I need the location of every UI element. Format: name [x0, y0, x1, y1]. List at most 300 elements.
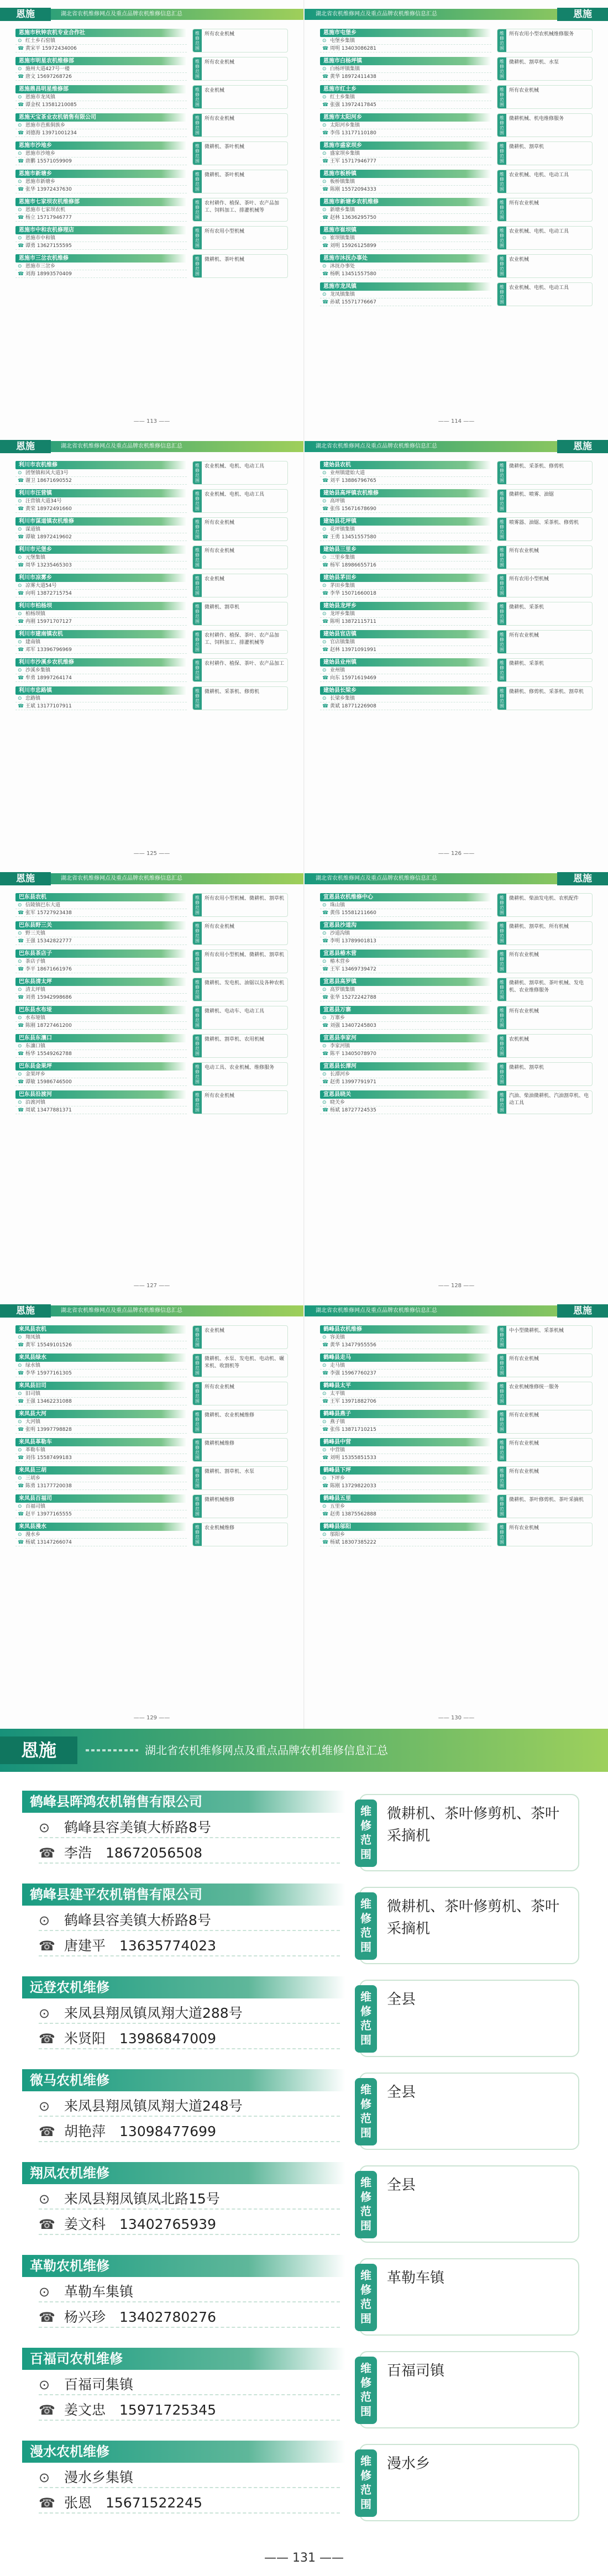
repair-point-card	[320, 113, 593, 137]
phone-icon: ☎	[322, 1427, 329, 1433]
shop-name: 恩施市三岔农机维修	[15, 254, 187, 263]
address-text: 漫水乡集镇	[64, 2469, 134, 2485]
page-header	[305, 1304, 608, 1318]
contact-text: 张强 13972417845	[330, 102, 376, 108]
phone-icon: ☎	[322, 534, 329, 540]
location-pin-icon: ⊙	[18, 38, 22, 44]
shop-name: 鹤峰县农机维修	[320, 1325, 491, 1334]
address-text: 茶店子镇	[25, 959, 46, 964]
location-pin-icon: ⊙	[18, 1391, 22, 1397]
address-line	[320, 1042, 491, 1050]
shop-name: 恩施市明星农机维修部	[15, 57, 187, 65]
scope-text: 所有农业机械	[205, 1384, 235, 1390]
shop-name: 来凤县三胡	[15, 1466, 187, 1475]
shop-name: 鹤峰县邬阳	[320, 1523, 491, 1531]
address-text: 来凤县翔凤镇凤翔大道248号	[64, 2098, 243, 2114]
card-info	[320, 1382, 491, 1405]
address-text: 下坪乡	[330, 1476, 345, 1481]
maintenance-scope-tag: 维 修 范 围	[193, 198, 202, 221]
shop-name: 恩施市盛家坝乡	[320, 141, 491, 150]
shop-name: 利川市谋道镇农机维修	[15, 517, 187, 526]
contact-text: 王军 15717946777	[330, 159, 376, 164]
contact-line	[320, 909, 491, 917]
contact-text: 周华 13235465303	[25, 563, 72, 568]
phone-icon: ☎	[18, 1427, 24, 1433]
contact-line	[320, 214, 491, 222]
maintenance-scope-box	[497, 921, 593, 945]
address-line	[15, 1446, 187, 1454]
phone-icon: ☎	[18, 74, 24, 80]
header-title: 湖北省农机维修网点及重点品牌农机维修信息汇总	[61, 443, 182, 449]
repair-point-card	[320, 85, 593, 109]
maintenance-scope-box	[359, 1794, 579, 1871]
card-info	[15, 29, 187, 53]
maintenance-scope-box	[192, 517, 288, 541]
address-text: 容美镇	[330, 1335, 345, 1340]
maintenance-scope-tag: 维 修 范 围	[193, 1382, 202, 1405]
maintenance-scope-box	[497, 1494, 593, 1518]
address-text: 高坪镇	[330, 499, 345, 504]
contact-phone: 13402765939	[119, 2216, 216, 2232]
contact-name: 唐建平	[64, 1938, 106, 1954]
location-pin-icon: ⊙	[18, 583, 22, 589]
location-pin-icon: ⊙	[18, 264, 22, 269]
contact-line	[320, 45, 491, 53]
maintenance-scope-tag: 维 修 范 围	[355, 1985, 377, 2053]
location-pin-icon: ⊙	[18, 1335, 22, 1340]
maintenance-scope-tag: 维 修 范 围	[497, 1495, 506, 1518]
contact-line	[15, 45, 187, 53]
page-number-value: 129	[146, 1715, 158, 1721]
shop-name: 恩施天宝茶业农机销售有限公司	[15, 113, 187, 122]
location-pin-icon: ⊙	[18, 931, 22, 936]
repair-point-card	[15, 1466, 288, 1490]
maintenance-scope-tag: 维 修 范 围	[193, 950, 202, 973]
scope-text: 所有农业机械	[205, 60, 235, 65]
contact-name: 姜文科	[64, 2216, 106, 2232]
contact-line	[320, 1050, 491, 1058]
contact-text: 杨帆 13451557580	[330, 271, 376, 277]
phone-icon: ☎	[18, 1483, 24, 1489]
maintenance-scope-tag: 维 修 范 围	[497, 631, 506, 653]
address-text: 万寨乡	[330, 1015, 345, 1021]
contact-line	[15, 477, 187, 485]
contact-text: 向东 15971619469	[330, 675, 376, 681]
scope-text: 微耕机、采茶机	[509, 661, 544, 667]
address-text: 野三关镇	[25, 931, 46, 936]
card-info	[15, 1006, 187, 1030]
phone-icon: ☎	[322, 130, 329, 136]
location-pin-icon: ⊙	[39, 2098, 50, 2114]
maintenance-scope-box	[497, 1062, 593, 1086]
repair-point-card	[320, 1466, 593, 1490]
address-line	[320, 469, 491, 477]
address-text: 燕子镇	[330, 1419, 345, 1425]
phone-icon: ☎	[18, 995, 24, 1000]
address-text: 太平镇	[330, 1391, 345, 1397]
address-line	[15, 930, 187, 937]
card-info	[320, 226, 491, 250]
card-info	[15, 170, 187, 193]
contact-line	[15, 702, 187, 710]
location-pin-icon: ⊙	[322, 235, 327, 241]
shop-name: 恩施市新塘乡农机维修	[320, 198, 491, 206]
phone-icon: ☎	[322, 1455, 329, 1461]
contact-text: 张华 15272242788	[330, 995, 376, 1000]
scope-text: 所有农业机械	[509, 201, 539, 206]
card-info	[320, 602, 491, 626]
maintenance-scope-box	[192, 1466, 288, 1490]
repair-point-card	[320, 658, 593, 682]
phone-icon: ☎	[18, 1371, 24, 1376]
scope-text: 所有农业机械	[509, 88, 539, 93]
contact-name: 胡艳萍	[64, 2123, 106, 2139]
scope-text: 微耕机、茶叶修剪机、茶叶采摘机	[387, 1898, 560, 1937]
maintenance-scope-box	[192, 1410, 288, 1434]
card-info	[15, 1494, 187, 1518]
card-info	[320, 141, 491, 165]
location-pin-icon: ⊙	[39, 1913, 50, 1928]
phone-icon: ☎	[322, 563, 329, 568]
phone-icon: ☎	[322, 967, 329, 972]
scope-text: 汽油、柴油微耕机、汽油割草机、电动工具	[509, 1093, 589, 1106]
location-pin-icon: ⊙	[322, 931, 327, 936]
location-pin-icon: ⊙	[18, 95, 22, 100]
shop-name: 恩施市沙地乡	[15, 141, 187, 150]
page-right	[305, 864, 608, 1297]
location-pin-icon: ⊙	[18, 555, 22, 560]
contact-text: 谭勇 13627155595	[25, 243, 72, 249]
contact-line	[15, 909, 187, 917]
shop-name: 恩施市中和农机修理店	[15, 226, 187, 234]
location-pin-icon: ⊙	[18, 499, 22, 504]
phone-icon: ☎	[18, 675, 24, 681]
repair-point-card	[15, 545, 288, 569]
maintenance-scope-box	[192, 574, 288, 597]
maintenance-scope-tag: 维 修 范 围	[497, 57, 506, 80]
phone-icon: ☎	[18, 534, 24, 540]
contact-text: 杨斌 13147266074	[25, 1540, 72, 1545]
location-pin-icon: ⊙	[322, 583, 327, 589]
phone-icon: ☎	[322, 1399, 329, 1404]
maintenance-scope-tag: 维 修 范 围	[193, 1035, 202, 1057]
phone-icon: ☎	[322, 1079, 329, 1085]
maintenance-scope-box	[497, 282, 593, 306]
location-pin-icon: ⊙	[322, 1532, 327, 1538]
maintenance-scope-tag: 维 修 范 围	[497, 1035, 506, 1057]
repair-point-card	[15, 630, 288, 654]
repair-point-card	[320, 545, 593, 569]
address-line	[15, 263, 187, 270]
maintenance-scope-box	[497, 57, 593, 81]
address-line	[320, 695, 491, 702]
address-text: 恩施市龙凤镇	[25, 95, 56, 100]
location-pin-icon: ⊙	[39, 2191, 50, 2207]
shop-name: 鹤峰县五里	[320, 1494, 491, 1503]
maintenance-scope-tag: 维 修 范 围	[497, 1467, 506, 1489]
location-pin-icon: ⊙	[322, 987, 327, 993]
location-pin-icon: ⊙	[322, 66, 327, 72]
location-pin-icon: ⊙	[322, 207, 327, 213]
address-line	[320, 1334, 491, 1341]
contact-text: 周明 13403086281	[330, 46, 376, 51]
contact-text: 王强 15342822777	[25, 938, 72, 944]
contact-text: 周斌 13477881371	[25, 1108, 72, 1113]
address-line	[39, 2096, 340, 2117]
contact-line	[320, 1539, 491, 1546]
repair-point-card	[320, 282, 593, 306]
scope-text: 所有农业机械	[509, 1356, 539, 1362]
address-line	[320, 65, 491, 73]
location-pin-icon: ⊙	[322, 555, 327, 560]
maintenance-scope-box	[192, 198, 288, 222]
location-pin-icon: ⊙	[322, 1447, 327, 1453]
scope-text: 农业机械	[205, 576, 225, 582]
repair-point-card	[22, 1884, 586, 1972]
shop-name: 巴东县金果坪	[15, 1062, 187, 1071]
maintenance-scope-box	[497, 1410, 593, 1434]
maintenance-scope-tag: 维 修 范 围	[193, 978, 202, 1001]
maintenance-scope-box	[359, 1980, 579, 2057]
maintenance-scope-tag: 维 修 范 围	[355, 2171, 377, 2238]
card-info	[15, 461, 187, 485]
shop-name: 恩施市龙凤镇	[320, 282, 491, 291]
address-text: 绿水镇	[25, 1363, 41, 1368]
card-info	[320, 1062, 491, 1086]
contact-text: 赵勇 13875562888	[330, 1512, 376, 1517]
contact-text: 张华 13972437630	[25, 187, 72, 192]
phone-icon: ☎	[18, 1342, 24, 1348]
maintenance-scope-tag: 维 修 范 围	[497, 283, 506, 306]
address-line	[320, 122, 491, 129]
page-right	[305, 0, 608, 432]
maintenance-scope-tag: 维 修 范 围	[497, 950, 506, 973]
address-text: 板桥镇集镇	[330, 179, 355, 185]
contact-line	[320, 590, 491, 597]
page-number: —— 125 ——	[133, 851, 170, 857]
contact-line	[15, 562, 187, 569]
address-text: 屯堡乡集镇	[330, 38, 355, 44]
address-text: 东瀼口镇	[25, 1043, 46, 1049]
scope-text: 农业机械	[205, 88, 225, 93]
maintenance-scope-box	[192, 978, 288, 1001]
address-text: 太阳河乡集镇	[330, 123, 360, 128]
address-line	[39, 1817, 340, 1838]
phone-icon: ☎	[322, 1512, 329, 1517]
contact-line	[15, 1078, 187, 1086]
page-number: —— 126 ——	[438, 851, 475, 857]
shop-name: 巴东县沿渡河	[15, 1090, 187, 1099]
repair-point-card	[320, 1353, 593, 1377]
contact-text: 王军 13469739472	[330, 967, 376, 972]
contact-text: 陈勇 13177720038	[25, 1483, 72, 1489]
location-pin-icon: ⊙	[322, 499, 327, 504]
maintenance-scope-tag: 维 修 范 围	[497, 255, 506, 277]
scope-text: 漫水乡	[387, 2456, 431, 2472]
address-line	[15, 1418, 187, 1426]
phone-icon: ☎	[18, 1023, 24, 1029]
header-title: 湖北省农机维修网点及重点品牌农机维修信息汇总	[61, 11, 182, 17]
location-pin-icon: ⊙	[322, 668, 327, 673]
location-pin-icon: ⊙	[39, 2470, 50, 2485]
location-pin-icon: ⊙	[322, 1072, 327, 1077]
scope-text: 微耕机、茶叶修剪机、茶叶采摘机	[387, 1806, 560, 1844]
phone-icon: ☎	[18, 1455, 24, 1461]
contact-text: 陈刚 18727461200	[25, 1023, 72, 1029]
maintenance-scope-box	[192, 545, 288, 569]
location-pin-icon: ⊙	[322, 264, 327, 269]
address-line	[320, 1418, 491, 1426]
contact-text: 向明 13872715754	[25, 591, 72, 596]
phone-icon: ☎	[322, 243, 329, 249]
scope-text: 农业机械、电机、电动工具	[509, 172, 569, 178]
shop-name: 利川市忠路镇	[15, 686, 187, 695]
phone-icon: ☎	[18, 271, 24, 277]
maintenance-scope-box	[192, 921, 288, 945]
card-info	[320, 1034, 491, 1058]
phone-icon: ☎	[18, 1051, 24, 1057]
scope-text: 微耕机、采茶机、修剪机	[205, 689, 260, 695]
repair-point-card	[320, 602, 593, 626]
address-text: 李家河镇	[330, 1043, 350, 1049]
contact-text: 谢卫 18671690552	[25, 478, 72, 484]
contact-line	[39, 1935, 340, 1956]
address-line	[15, 582, 187, 590]
phone-icon: ☎	[39, 1938, 55, 1954]
page-header	[305, 440, 608, 453]
card-info	[15, 254, 187, 278]
contact-line	[320, 1426, 491, 1434]
contact-text: 张明 13997798828	[25, 1427, 72, 1433]
repair-point-card	[320, 949, 593, 973]
location-pin-icon: ⊙	[322, 1335, 327, 1340]
maintenance-scope-box	[497, 489, 593, 513]
repair-point-card	[320, 461, 593, 485]
address-text: 来凤县翔凤镇凤北路15号	[64, 2191, 220, 2207]
repair-point-card	[15, 85, 288, 109]
scope-text: 微耕机、喷雾、油锯	[509, 492, 554, 497]
location-pin-icon: ⊙	[322, 639, 327, 645]
location-pin-icon: ⊙	[322, 1504, 327, 1509]
card-info	[15, 517, 187, 541]
maintenance-scope-box	[497, 1006, 593, 1030]
location-pin-icon: ⊙	[322, 179, 327, 185]
contact-text: 李伟 13177110180	[330, 130, 376, 136]
scope-text: 所有农业机械	[509, 952, 539, 958]
maintenance-scope-tag: 维 修 范 围	[355, 2357, 377, 2424]
phone-icon: ☎	[322, 675, 329, 681]
contact-line	[39, 2214, 340, 2235]
scope-text: 所有农业机械	[205, 32, 235, 37]
address-text: 鹤峰县容美镇大桥路8号	[64, 1819, 211, 1835]
phone-icon: ☎	[322, 271, 329, 277]
phone-icon: ☎	[18, 1108, 24, 1113]
scope-text: 喷雾器、油锯、采茶机、修剪机	[509, 520, 579, 526]
shop-name: 鹤峰县走马	[320, 1353, 491, 1362]
address-text: 恩施市新塘乡	[25, 179, 56, 185]
contact-line	[320, 562, 491, 569]
location-pin-icon: ⊙	[18, 1043, 22, 1049]
location-pin-icon: ⊙	[322, 470, 327, 476]
enlarged-page-131	[0, 1729, 608, 2576]
page-header	[0, 872, 303, 885]
maintenance-scope-box	[192, 85, 288, 109]
scope-text: 所有农业机械	[205, 1093, 235, 1099]
repair-point-card	[22, 1791, 586, 1879]
maintenance-scope-box	[497, 85, 593, 109]
maintenance-scope-box	[497, 1382, 593, 1405]
shop-name: 微马农机维修	[22, 2069, 345, 2091]
contact-text: 黄斌 18771226908	[330, 704, 376, 709]
address-text: 中营镇	[330, 1447, 345, 1453]
maintenance-scope-tag: 维 修 范 围	[193, 894, 202, 916]
maintenance-scope-box	[359, 1887, 579, 1964]
address-text: 长梁乡集镇	[330, 696, 355, 701]
phone-icon: ☎	[18, 478, 24, 484]
address-line	[39, 2003, 340, 2024]
maintenance-scope-tag: 维 修 范 围	[193, 29, 202, 52]
address-line	[39, 1910, 340, 1931]
address-line	[15, 526, 187, 533]
contact-line	[320, 101, 491, 109]
contact-line	[39, 2493, 340, 2514]
maintenance-scope-tag: 维 修 范 围	[497, 659, 506, 681]
header-title: 湖北省农机维修网点及重点品牌农机维修信息汇总	[316, 443, 437, 449]
card-info	[320, 1494, 491, 1518]
address-text: 业州镇建始大道	[330, 470, 365, 476]
repair-point-card	[320, 1325, 593, 1349]
maintenance-scope-tag: 维 修 范 围	[193, 490, 202, 512]
location-pin-icon: ⊙	[39, 2377, 50, 2393]
shop-name: 恩施市板桥镇	[320, 170, 491, 178]
scope-text: 农业机械、电机、电动工具	[205, 492, 265, 497]
repair-point-card	[15, 1034, 288, 1058]
maintenance-scope-box	[497, 226, 593, 250]
maintenance-scope-box	[192, 949, 288, 973]
location-pin-icon: ⊙	[18, 987, 22, 993]
contact-line	[15, 1341, 187, 1349]
contact-line	[39, 2121, 340, 2142]
shop-name: 漫水农机维修	[22, 2441, 345, 2463]
contact-text: 王强 13462231088	[25, 1399, 72, 1404]
contact-text: 刘德海 13971001234	[25, 130, 77, 136]
phone-icon: ☎	[322, 1540, 329, 1545]
maintenance-scope-box	[192, 141, 288, 165]
scope-text: 农业机械	[205, 1328, 225, 1334]
repair-point-card	[320, 170, 593, 193]
contact-text: 邓军 13396796969	[25, 647, 72, 653]
address-line	[320, 638, 491, 646]
shop-name: 建始县长梁乡	[320, 686, 491, 695]
location-pin-icon: ⊙	[18, 235, 22, 241]
scope-text: 所有农业机械	[509, 1469, 539, 1475]
address-line	[15, 1014, 187, 1022]
repair-point-card	[15, 1062, 288, 1086]
page-number-value: 128	[450, 1283, 462, 1289]
page-number: —— 114 ——	[438, 418, 475, 424]
address-line	[15, 695, 187, 702]
address-line	[320, 291, 491, 298]
contact-text: 刘勇 15942998686	[25, 995, 72, 1000]
page-header	[0, 8, 303, 21]
maintenance-scope-box	[192, 489, 288, 513]
address-text: 龙凤镇集镇	[330, 292, 355, 297]
shop-name: 来凤县革勒车	[15, 1438, 187, 1446]
shop-name: 宣恩县万寨	[320, 1006, 491, 1014]
repair-point-card	[320, 921, 593, 945]
scope-text: 微耕机、割草机、农用机械	[205, 1037, 265, 1042]
address-text: 盛家坝乡集镇	[330, 151, 360, 156]
